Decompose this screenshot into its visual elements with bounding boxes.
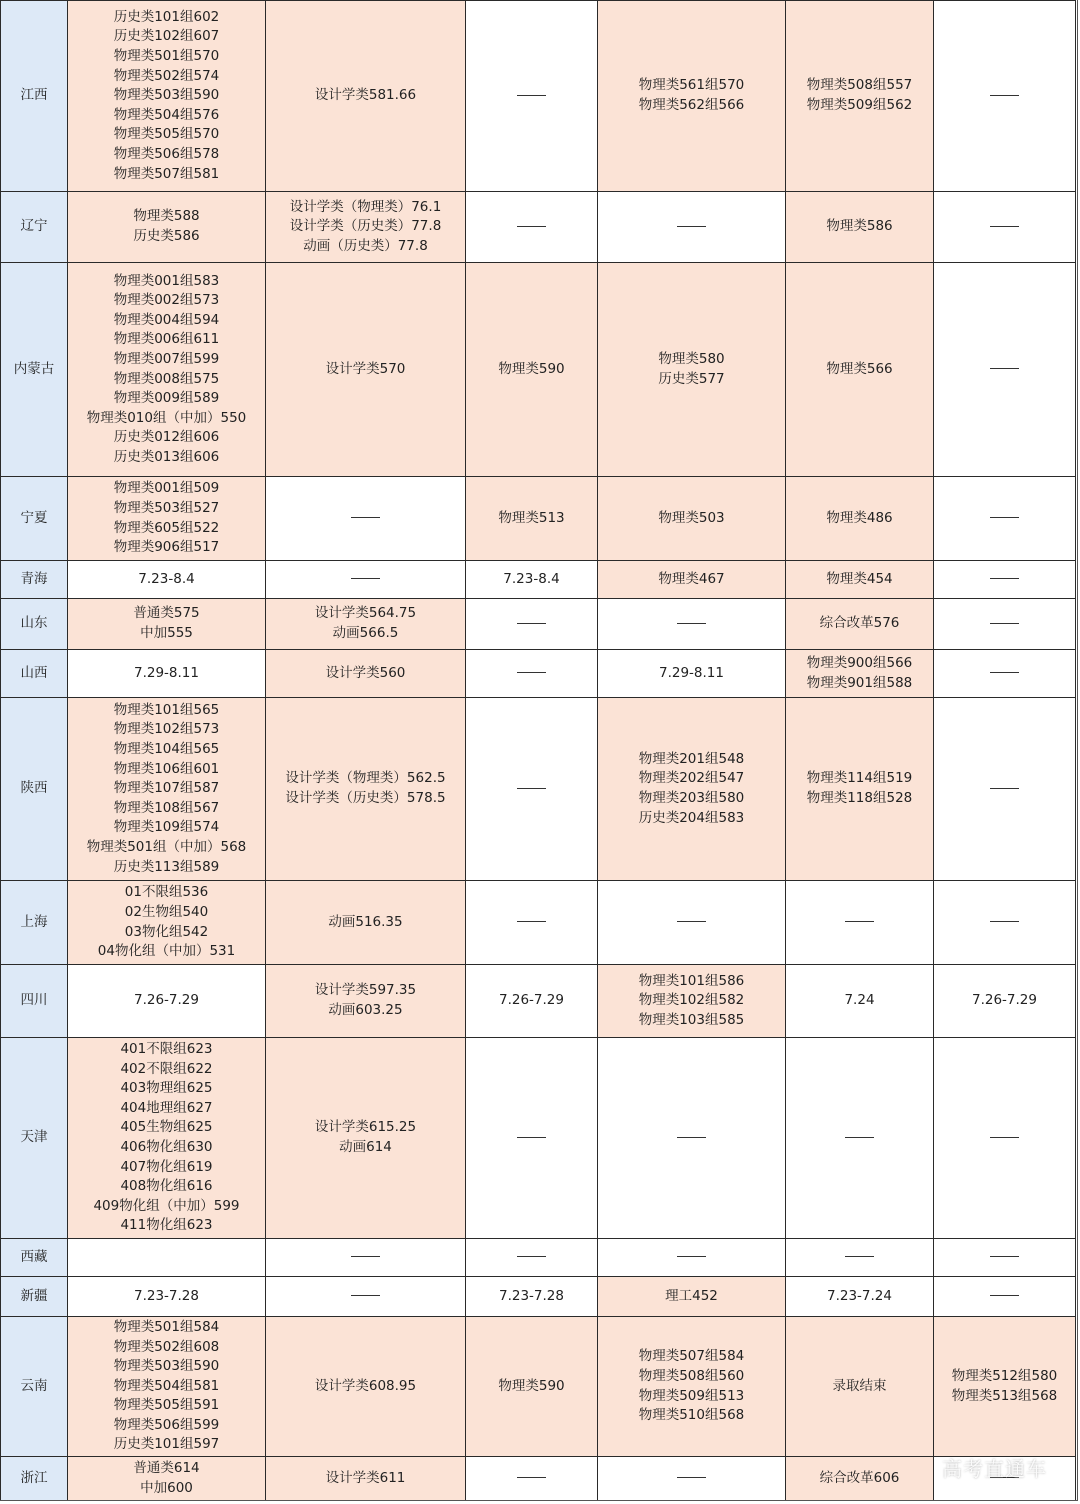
em-dash-placeholder (990, 368, 1019, 369)
em-dash-placeholder (990, 578, 1019, 579)
score-cell (598, 1038, 786, 1239)
score-line: 物理类201组548 (638, 750, 745, 767)
em-dash-placeholder (351, 517, 380, 518)
score-cell (266, 1038, 466, 1239)
score-line: 设计学类（历史类）77.8 (289, 218, 442, 235)
em-dash-placeholder (517, 1477, 546, 1478)
table-body (1, 1, 1076, 1501)
score-cell (266, 1239, 466, 1277)
score-line: 403物理组625 (120, 1080, 213, 1097)
em-dash-placeholder (517, 788, 546, 789)
em-dash-placeholder (845, 1137, 874, 1138)
score-line: 物理类101组565 (113, 701, 220, 718)
score-line: 物理类906组517 (113, 539, 220, 556)
score-line: 物理类004组594 (113, 311, 220, 328)
score-line: 物理类508组557 (806, 77, 913, 94)
score-line: 物理类501组584 (113, 1318, 220, 1335)
score-cell (934, 192, 1076, 263)
score-line: 7.23-7.28 (499, 1287, 564, 1304)
score-cell (266, 599, 466, 650)
score-line: 动画614 (339, 1139, 392, 1155)
score-line: 物理类590 (498, 1377, 565, 1394)
score-cell (786, 965, 934, 1038)
score-cell (266, 263, 466, 477)
province-cell: 浙江 (1, 1457, 68, 1501)
score-line: 物理类108组567 (113, 799, 220, 816)
table-row (1, 1239, 1076, 1277)
score-cell (786, 192, 934, 263)
score-cell (68, 263, 266, 477)
em-dash-placeholder (677, 623, 706, 624)
score-cell (266, 1317, 466, 1457)
score-cell (466, 1, 598, 192)
score-line: 设计学类597.35 (314, 982, 417, 999)
score-cell (786, 1317, 934, 1457)
score-line: 物理类901组588 (806, 674, 913, 691)
table-outer-border-right (1077, 0, 1078, 1500)
score-cell (598, 561, 786, 599)
score-line: 物理类507组581 (113, 165, 220, 182)
table-row (1, 1317, 1076, 1457)
score-cell (266, 965, 466, 1038)
score-cell (786, 881, 934, 965)
table-row (1, 698, 1076, 881)
score-line: 7.29-8.11 (134, 664, 199, 681)
score-cell (786, 599, 934, 650)
em-dash-placeholder (990, 1137, 1019, 1138)
score-line: 普通类614 (133, 1459, 200, 1476)
em-dash-placeholder (845, 921, 874, 922)
table-row (1, 1, 1076, 192)
score-line: 物理类505组570 (113, 126, 220, 143)
score-cell (934, 881, 1076, 965)
em-dash-placeholder (677, 1137, 706, 1138)
score-line: 物理类202组547 (638, 770, 745, 787)
score-line: 物理类007组599 (113, 350, 220, 367)
score-cell (934, 263, 1076, 477)
em-dash-placeholder (990, 672, 1019, 673)
score-cell (68, 1239, 266, 1277)
score-cell (598, 477, 786, 561)
score-line: 7.26-7.29 (499, 992, 564, 1009)
score-line: 物理类503组590 (113, 87, 220, 104)
score-cell (786, 477, 934, 561)
province-cell: 江西 (1, 1, 68, 192)
score-cell (68, 1317, 266, 1457)
score-line: 物理类454 (826, 570, 893, 587)
table-row (1, 965, 1076, 1038)
score-line: 物理类009组589 (113, 390, 220, 407)
score-line: 7.24 (844, 992, 875, 1009)
em-dash-placeholder (517, 226, 546, 227)
score-cell (266, 561, 466, 599)
score-line: 物理类900组566 (806, 654, 913, 671)
score-cell (934, 477, 1076, 561)
province-cell: 天津 (1, 1038, 68, 1239)
province-cell: 西藏 (1, 1239, 68, 1277)
score-line: 中加600 (140, 1479, 193, 1496)
em-dash-placeholder (351, 1256, 380, 1257)
score-cell (266, 1, 466, 192)
score-line: 7.23-8.4 (138, 570, 195, 587)
score-cell (934, 650, 1076, 698)
score-line: 物理类501组（中加）568 (86, 838, 247, 855)
score-line: 01不限组536 (124, 884, 209, 901)
province-cell: 辽宁 (1, 192, 68, 263)
score-line: 理工452 (665, 1287, 718, 1304)
score-cell (68, 1457, 266, 1501)
score-cell (598, 1239, 786, 1277)
score-line: 普通类575 (133, 605, 200, 622)
score-cell (934, 698, 1076, 881)
score-line: 动画603.25 (328, 1002, 403, 1018)
score-line: 动画（历史类）77.8 (303, 237, 428, 254)
score-cell (598, 263, 786, 477)
em-dash-placeholder (990, 788, 1019, 789)
score-line: 物理类590 (498, 360, 565, 377)
score-line: 407物化组619 (120, 1158, 213, 1175)
score-cell (598, 1277, 786, 1317)
province-cell: 山西 (1, 650, 68, 698)
score-line: 历史类012组606 (113, 429, 220, 446)
score-line: 综合改革576 (819, 615, 900, 632)
score-line: 物理类002组573 (113, 292, 220, 309)
em-dash-placeholder (517, 1256, 546, 1257)
score-line: 物理类507组584 (638, 1348, 745, 1365)
score-cell (68, 192, 266, 263)
score-cell (266, 881, 466, 965)
score-line: 408物化组616 (120, 1178, 213, 1195)
table-row (1, 192, 1076, 263)
score-line: 物理类006组611 (113, 331, 220, 348)
em-dash-placeholder (517, 921, 546, 922)
score-line: 物理类503 (658, 509, 725, 526)
score-line: 物理类102组573 (113, 721, 220, 738)
score-line: 物理类467 (658, 570, 725, 587)
score-line: 物理类502组608 (113, 1338, 220, 1355)
table-row (1, 263, 1076, 477)
score-cell (786, 1, 934, 192)
score-cell (934, 599, 1076, 650)
score-cell (68, 698, 266, 881)
table-row (1, 1277, 1076, 1317)
score-line: 401不限组623 (120, 1041, 213, 1058)
score-line: 动画566.5 (332, 625, 399, 641)
score-cell (786, 698, 934, 881)
score-line: 物理类508组560 (638, 1367, 745, 1384)
score-line: 7.23-7.28 (134, 1287, 199, 1304)
score-line: 历史类204组583 (638, 809, 745, 826)
score-cell (68, 1038, 266, 1239)
score-cell (934, 1, 1076, 192)
watermark: 高考直通车 (942, 1457, 1047, 1481)
province-cell: 上海 (1, 881, 68, 965)
score-cell (466, 650, 598, 698)
score-line: 物理类566 (826, 360, 893, 377)
province-cell: 四川 (1, 965, 68, 1038)
score-line: 物理类580 (658, 350, 725, 367)
score-line: 物理类102组582 (638, 992, 745, 1009)
em-dash-placeholder (990, 226, 1019, 227)
score-cell (598, 1457, 786, 1501)
score-cell (466, 1457, 598, 1501)
score-cell (266, 650, 466, 698)
province-cell: 山东 (1, 599, 68, 650)
score-line: 物理类510组568 (638, 1407, 745, 1424)
score-cell (68, 477, 266, 561)
score-line: 物理类107组587 (113, 780, 220, 797)
score-line: 406物化组630 (120, 1139, 213, 1155)
score-cell (598, 1, 786, 192)
score-line: 历史类013组606 (113, 448, 220, 465)
score-line: 物理类562组566 (638, 97, 745, 113)
score-cell (266, 1277, 466, 1317)
em-dash-placeholder (990, 95, 1019, 96)
score-line: 物理类512组580 (951, 1367, 1058, 1384)
score-line: 409物化组（中加）599 (93, 1197, 240, 1214)
score-line: 历史类577 (658, 370, 725, 387)
score-cell (68, 650, 266, 698)
score-cell (786, 650, 934, 698)
score-cell (466, 599, 598, 650)
score-line: 设计学类581.66 (314, 87, 417, 104)
score-cell (598, 192, 786, 263)
em-dash-placeholder (990, 1295, 1019, 1296)
score-line: 物理类010组（中加）550 (86, 409, 247, 426)
score-line: 设计学类608.95 (314, 1377, 417, 1394)
table-row (1, 477, 1076, 561)
score-line: 物理类513 (498, 509, 565, 526)
score-line: 物理类503组590 (113, 1358, 220, 1375)
table-row (1, 561, 1076, 599)
score-line: 物理类203组580 (638, 790, 745, 806)
score-cell (68, 1277, 266, 1317)
score-line: 物理类104组565 (113, 741, 220, 758)
score-line: 03物化组542 (124, 923, 209, 940)
table-row (1, 1038, 1076, 1239)
score-cell (68, 599, 266, 650)
score-cell (598, 599, 786, 650)
em-dash-placeholder (677, 921, 706, 922)
score-line: 物理类504组581 (113, 1377, 220, 1394)
score-cell (598, 650, 786, 698)
score-line: 设计学类560 (325, 664, 406, 681)
score-cell (934, 1277, 1076, 1317)
province-cell: 内蒙古 (1, 263, 68, 477)
score-cell (466, 698, 598, 881)
score-cell (466, 1317, 598, 1457)
score-line: 设计学类564.75 (314, 605, 417, 622)
score-cell (598, 881, 786, 965)
province-cell: 陕西 (1, 698, 68, 881)
score-cell (466, 263, 598, 477)
score-cell (786, 1457, 934, 1501)
score-line: 402不限组622 (120, 1060, 213, 1077)
score-line: 物理类509组562 (806, 97, 913, 113)
score-line: 物理类106组601 (113, 760, 220, 777)
score-line: 7.26-7.29 (972, 992, 1037, 1009)
score-line: 物理类114组519 (806, 770, 913, 787)
score-line: 历史类102组607 (113, 28, 220, 45)
table-row (1, 599, 1076, 650)
em-dash-placeholder (990, 517, 1019, 518)
score-line: 中加555 (140, 625, 193, 641)
score-line: 物理类506组578 (113, 145, 220, 162)
score-line: 404地理组627 (120, 1099, 213, 1116)
score-line: 物理类505组591 (113, 1397, 220, 1414)
score-cell (266, 1457, 466, 1501)
em-dash-placeholder (351, 1295, 380, 1296)
score-line: 405生物组625 (120, 1119, 213, 1136)
score-line: 历史类586 (133, 228, 200, 244)
score-line: 7.29-8.11 (659, 664, 724, 681)
score-cell (934, 561, 1076, 599)
score-cell (466, 192, 598, 263)
score-line: 物理类501组570 (113, 48, 220, 65)
score-line: 7.26-7.29 (134, 992, 199, 1009)
score-cell (598, 1317, 786, 1457)
em-dash-placeholder (845, 1256, 874, 1257)
score-cell (466, 1038, 598, 1239)
score-cell (68, 965, 266, 1038)
score-line: 物理类001组509 (113, 480, 220, 497)
score-cell (466, 1239, 598, 1277)
score-cell (934, 1317, 1076, 1457)
score-line: 历史类101组602 (113, 8, 220, 25)
score-line: 物理类588 (133, 208, 200, 225)
score-cell (598, 698, 786, 881)
em-dash-placeholder (517, 672, 546, 673)
score-line: 04物化组（中加）531 (97, 943, 236, 960)
em-dash-placeholder (677, 226, 706, 227)
score-line: 物理类008组575 (113, 370, 220, 387)
score-cell (68, 881, 266, 965)
em-dash-placeholder (990, 1256, 1019, 1257)
score-cell (466, 477, 598, 561)
table-row (1, 650, 1076, 698)
em-dash-placeholder (990, 921, 1019, 922)
score-cell (598, 965, 786, 1038)
score-line: 历史类113组589 (113, 858, 220, 875)
score-line: 物理类513组568 (951, 1387, 1058, 1404)
score-line: 设计学类570 (325, 360, 406, 377)
score-cell (266, 698, 466, 881)
province-cell: 云南 (1, 1317, 68, 1457)
score-line: 物理类605组522 (113, 519, 220, 536)
score-line: 物理类504组576 (113, 106, 220, 123)
score-cell (786, 1239, 934, 1277)
score-line: 设计学类（历史类）578.5 (285, 790, 446, 806)
score-cell (786, 561, 934, 599)
score-line: 7.23-7.24 (827, 1287, 892, 1304)
score-cell (786, 1038, 934, 1239)
score-line: 物理类506组599 (113, 1416, 220, 1433)
table-row (1, 881, 1076, 965)
score-cell (934, 1038, 1076, 1239)
score-cell (786, 263, 934, 477)
score-cell (466, 561, 598, 599)
score-cell (934, 965, 1076, 1038)
score-line: 设计学类（物理类）562.5 (285, 770, 446, 787)
score-line: 物理类486 (826, 509, 893, 526)
score-cell (466, 881, 598, 965)
score-cell (266, 192, 466, 263)
score-line: 物理类101组586 (638, 972, 745, 989)
score-line: 动画516.35 (328, 913, 403, 930)
score-cell (68, 1, 266, 192)
score-line: 物理类586 (826, 218, 893, 235)
score-line: 设计学类615.25 (314, 1119, 417, 1136)
score-line: 设计学类611 (325, 1469, 406, 1486)
em-dash-placeholder (517, 623, 546, 624)
em-dash-placeholder (517, 95, 546, 96)
table-row (1, 1457, 1076, 1501)
em-dash-placeholder (677, 1256, 706, 1257)
province-cell: 青海 (1, 561, 68, 599)
score-line: 02生物组540 (124, 903, 209, 920)
score-cell (466, 965, 598, 1038)
score-cell (68, 561, 266, 599)
score-line: 物理类502组574 (113, 67, 220, 84)
score-cell (934, 1239, 1076, 1277)
score-cell (786, 1277, 934, 1317)
table-outer-border-bottom (0, 1500, 1078, 1501)
score-line: 411物化组623 (120, 1217, 213, 1234)
score-line: 物理类109组574 (113, 819, 220, 836)
score-line: 物理类503组527 (113, 499, 220, 516)
score-line: 物理类118组528 (806, 790, 913, 806)
score-cell (266, 477, 466, 561)
score-line: 历史类101组597 (113, 1436, 220, 1453)
score-line: 物理类509组513 (638, 1387, 745, 1404)
score-line: 设计学类（物理类）76.1 (289, 198, 442, 215)
score-cell (466, 1277, 598, 1317)
score-line: 物理类001组583 (113, 272, 220, 289)
province-cell: 宁夏 (1, 477, 68, 561)
score-line: 录取结束 (832, 1377, 887, 1394)
em-dash-placeholder (677, 1477, 706, 1478)
score-line: 7.23-8.4 (503, 570, 560, 587)
province-cell: 新疆 (1, 1277, 68, 1317)
em-dash-placeholder (351, 578, 380, 579)
score-line: 综合改革606 (819, 1469, 900, 1486)
em-dash-placeholder (990, 623, 1019, 624)
score-line: 物理类103组585 (638, 1011, 745, 1028)
em-dash-placeholder (517, 1137, 546, 1138)
score-line: 物理类561组570 (638, 77, 745, 94)
